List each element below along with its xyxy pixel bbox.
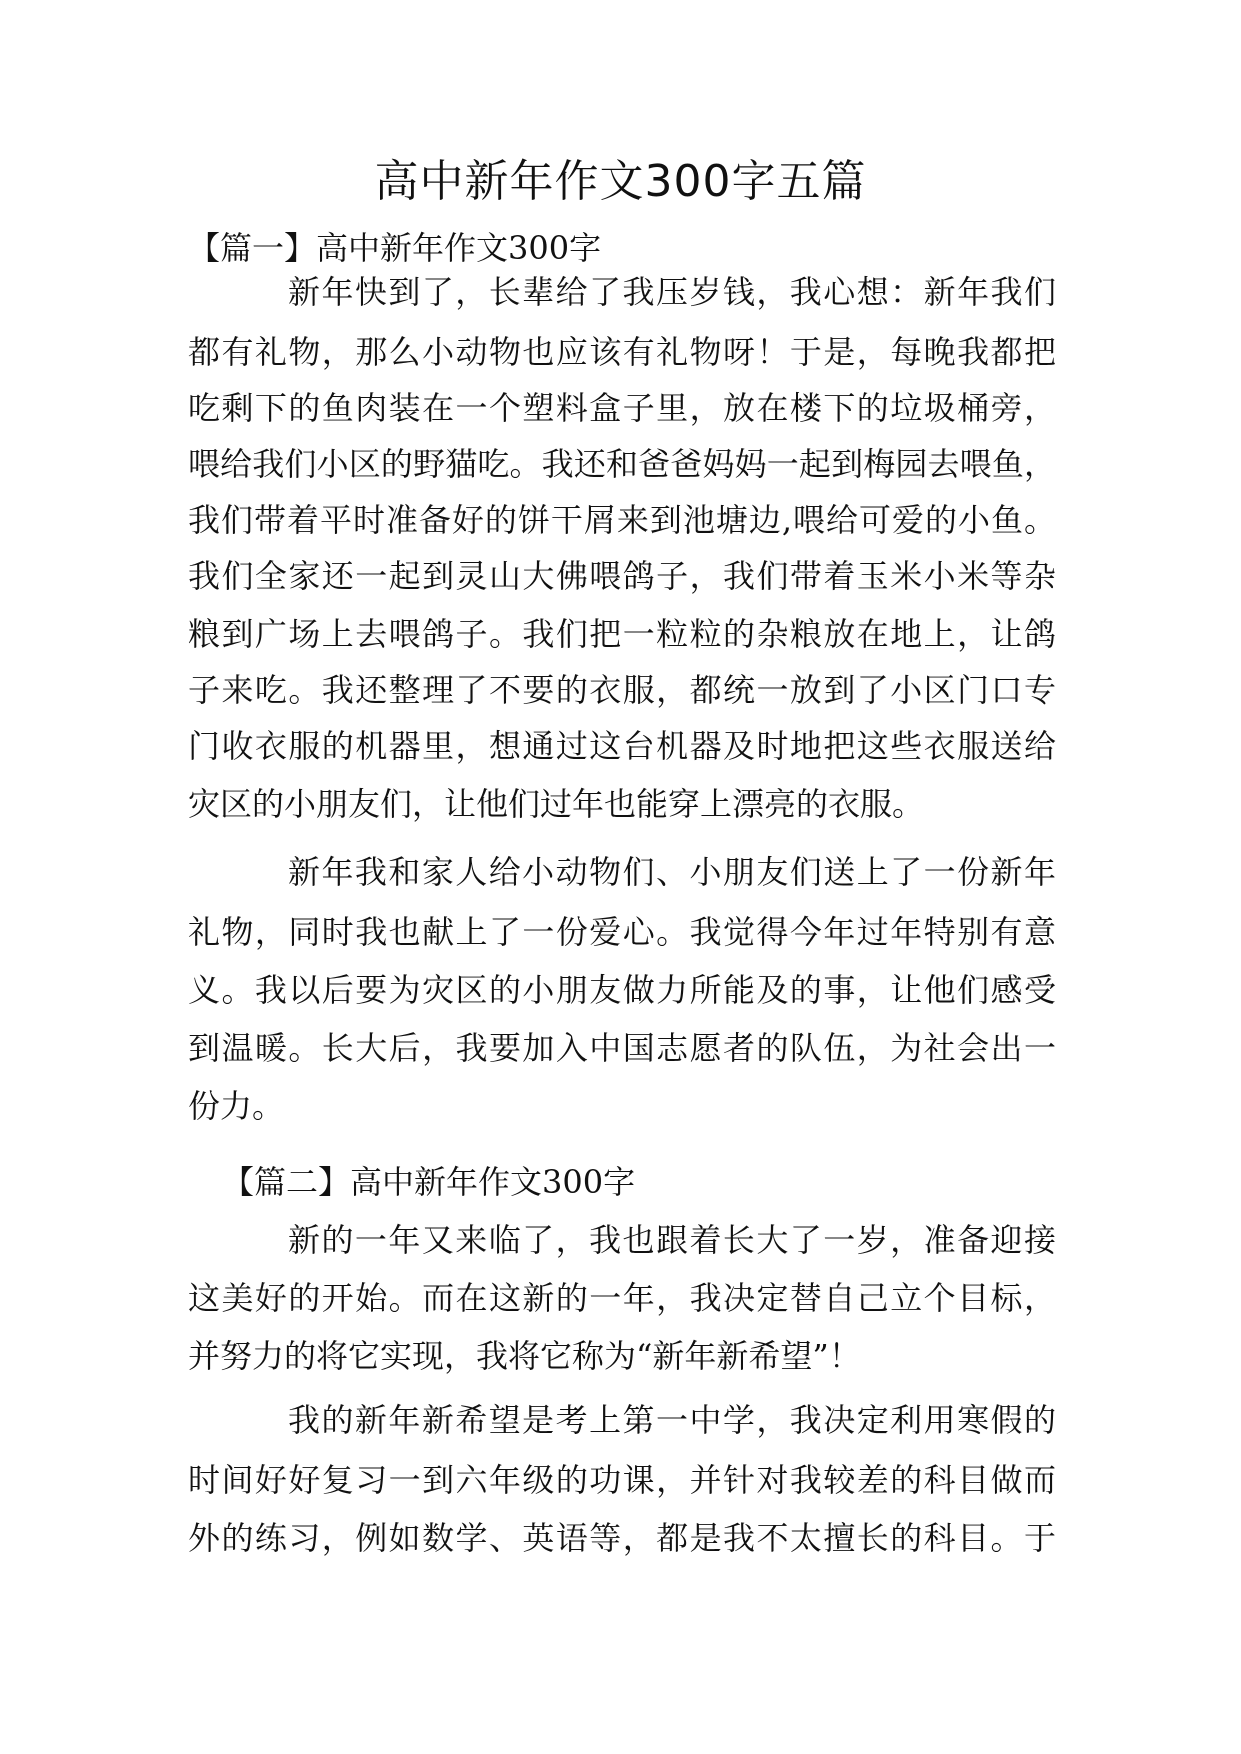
paragraph-line: 时间好好复习一到六年级的功课，并针对我较差的科目做而 xyxy=(188,1461,1056,1499)
paragraph-line: 吃剩下的鱼肉装在一个塑料盒子里，放在楼下的垃圾桶旁， xyxy=(188,389,1056,427)
paragraph-line: 灾区的小朋友们，让他们过年也能穿上漂亮的衣服。 xyxy=(188,785,925,823)
paragraph-line: 这美好的开始。而在这新的一年，我决定替自己立个目标， xyxy=(188,1279,1056,1317)
paragraph-line: 我的新年新希望是考上第一中学，我决定利用寒假的 xyxy=(288,1401,1056,1439)
paragraph-line: 粮到广场上去喂鸽子。我们把一粒粒的杂粮放在地上，让鸽 xyxy=(188,615,1056,653)
paragraph-line: 门收衣服的机器里，想通过这台机器及时地把这些衣服送给 xyxy=(188,727,1056,765)
paragraph-line: 我们带着平时准备好的饼干屑来到池塘边,喂给可爱的小鱼。 xyxy=(188,501,1056,539)
paragraph-line: 义。我以后要为灾区的小朋友做力所能及的事，让他们感受 xyxy=(188,971,1056,1009)
paragraph-line: 子来吃。我还整理了不要的衣服，都统一放到了小区门口专 xyxy=(188,671,1056,709)
section-heading-1: 【篇一】高中新年作文300字 xyxy=(188,229,602,267)
paragraph-line: 份力。 xyxy=(188,1087,285,1125)
paragraph-line: 喂给我们小区的野猫吃。我还和爸爸妈妈一起到梅园去喂鱼， xyxy=(188,445,1056,483)
document-title: 高中新年作文300字五篇 xyxy=(374,156,867,207)
paragraph-line: 都有礼物，那么小动物也应该有礼物呀！于是，每晚我都把 xyxy=(188,333,1056,371)
paragraph-line: 新年我和家人给小动物们、小朋友们送上了一份新年 xyxy=(288,853,1056,891)
paragraph-line: 外的练习，例如数学、英语等，都是我不太擅长的科目。于 xyxy=(188,1519,1056,1557)
paragraph-line: 我们全家还一起到灵山大佛喂鸽子，我们带着玉米小米等杂 xyxy=(188,557,1056,595)
section-heading-2: 【篇二】高中新年作文300字 xyxy=(222,1163,636,1201)
paragraph-line: 到温暖。长大后，我要加入中国志愿者的队伍，为社会出一 xyxy=(188,1029,1056,1067)
paragraph-line: 新年快到了，长辈给了我压岁钱，我心想：新年我们 xyxy=(288,273,1056,311)
paragraph-line: 并努力的将它实现，我将它称为“新年新希望”！ xyxy=(188,1337,861,1375)
paragraph-line: 新的一年又来临了，我也跟着长大了一岁，准备迎接 xyxy=(288,1221,1056,1259)
paragraph-line: 礼物，同时我也献上了一份爱心。我觉得今年过年特别有意 xyxy=(188,913,1056,951)
